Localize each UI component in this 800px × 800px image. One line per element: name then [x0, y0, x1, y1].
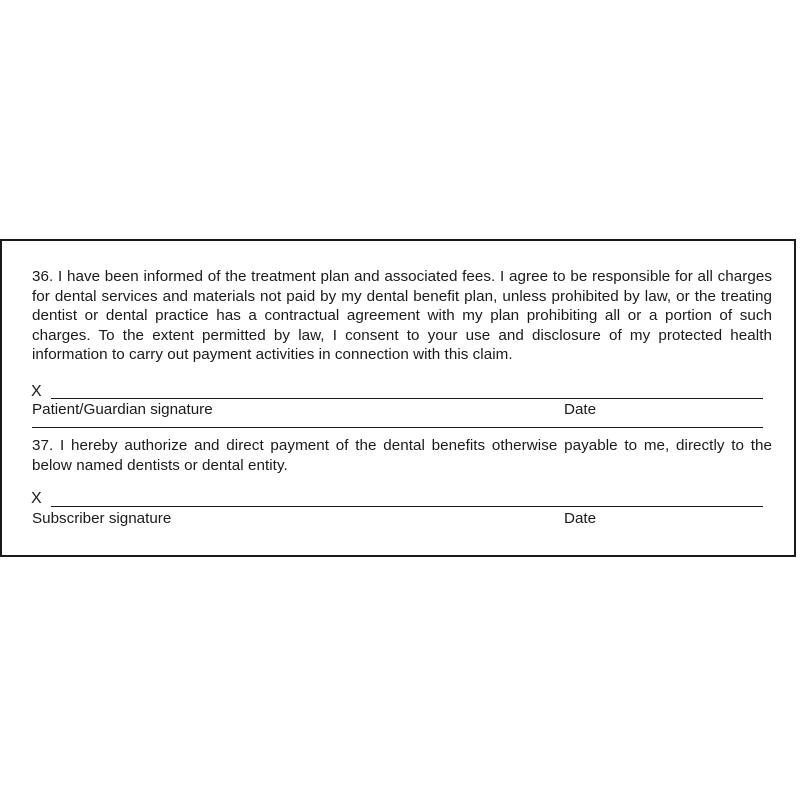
- section-divider: [32, 427, 763, 428]
- signature-x-mark: X: [31, 383, 42, 400]
- subscriber-date-label: Date: [564, 510, 597, 527]
- signature-x-mark: X: [31, 490, 42, 507]
- subscriber-signature-line[interactable]: [51, 506, 763, 507]
- patient-date-label: Date: [564, 401, 597, 418]
- authorization-37-text: 37. I hereby authorize and direct payment of the dental benefits otherwise payable to me, directly to the below named dentists or dental entity.: [32, 437, 772, 474]
- subscriber-signature-label: Subscriber signature: [32, 510, 172, 527]
- patient-signature-label: Patient/Guardian signature: [32, 401, 213, 418]
- authorization-36-text: 36. I have been informed of the treatment plan and associated fees. I agree to be responsible for all charges for dental services and materials not paid by my dental benefit plan, unless prohibited by law, or the treating dentist or dental practice has a contractual agreement with my plan prohibiting all or a portion of such charges. To the extent permitted by law, I consent to your use and disclosure of my protected health information to carry out payment activities in connection with this claim.: [32, 268, 772, 364]
- authorization-form-box: [0, 239, 796, 557]
- patient-signature-line[interactable]: [51, 398, 763, 399]
